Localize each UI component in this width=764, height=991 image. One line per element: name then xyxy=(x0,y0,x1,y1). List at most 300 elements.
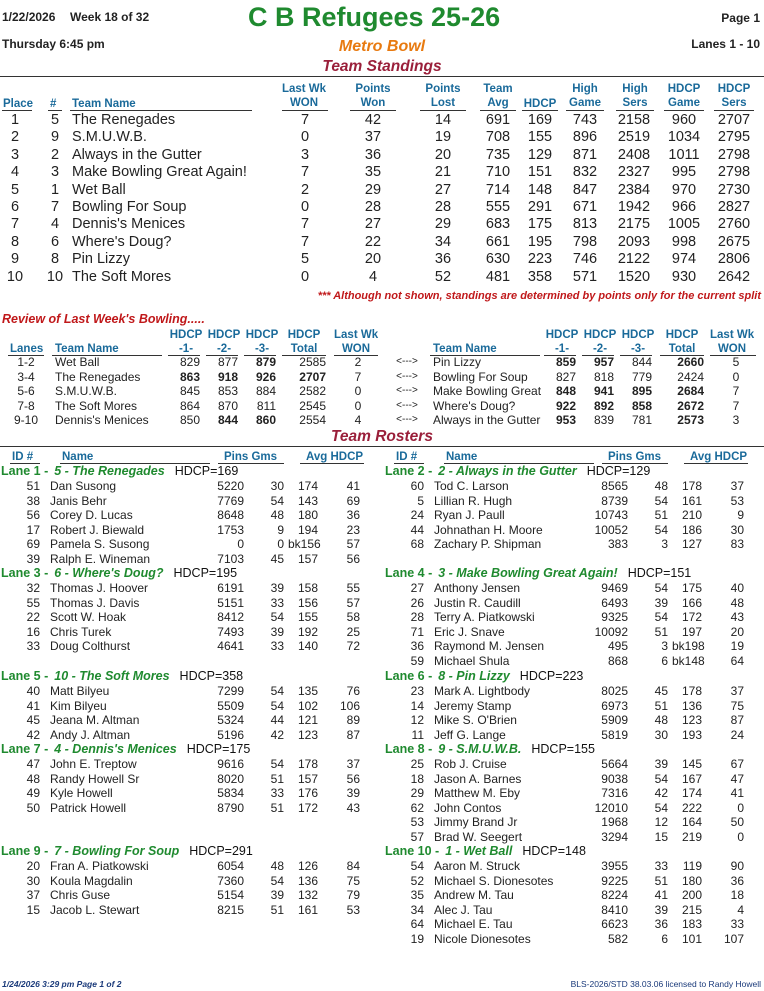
player-name: Corey D. Lucas xyxy=(50,508,133,523)
player-average: 172 xyxy=(681,610,702,625)
review-total-a: 2582 xyxy=(299,384,326,398)
player-pins: 6493 xyxy=(601,595,628,610)
player-average: 219 xyxy=(681,830,702,844)
lane-team-header xyxy=(385,464,650,479)
player-average: 176 xyxy=(297,786,318,801)
lane-team-header xyxy=(1,669,243,684)
hdcp-game: 960 xyxy=(671,112,697,128)
last-week-won: 0 xyxy=(300,129,310,146)
team-number: 1 xyxy=(50,181,60,198)
team-average: 630 xyxy=(485,251,511,268)
standings-row xyxy=(0,199,764,216)
player-id: 22 xyxy=(26,610,40,625)
player-id: 44 xyxy=(410,522,424,537)
player-pins: 8224 xyxy=(601,888,628,903)
player-name: Koula Magdalin xyxy=(50,873,133,888)
rev-col-team-b: Team Name xyxy=(433,343,497,355)
review-lastwk-won-b: 7 xyxy=(732,398,740,413)
footer-license: BLS-2026/STD 38.03.06 licensed to Randy Howell xyxy=(570,979,761,989)
roster-col-id: ID # xyxy=(12,451,34,463)
col-points-lost: Points Lost xyxy=(425,83,461,109)
review-team-a: Dennis's Menices xyxy=(55,413,149,427)
hdcp-series: 2798 xyxy=(717,164,751,181)
team-name: The Renegades xyxy=(72,112,176,128)
ul-pw xyxy=(350,110,396,111)
player-hdcp: 41 xyxy=(346,479,360,493)
player-id: 71 xyxy=(410,624,424,639)
col-lastwk: Last Wk WON xyxy=(281,83,327,109)
points-won: 35 xyxy=(364,164,382,181)
place: 6 xyxy=(10,199,20,215)
player-hdcp: 72 xyxy=(346,639,360,654)
team-average: 714 xyxy=(485,181,511,198)
player-pins: 10092 xyxy=(594,624,628,639)
player-name: Chris Turek xyxy=(50,624,112,639)
roster-player-row xyxy=(384,917,764,932)
roster-player-row xyxy=(384,699,764,714)
player-id: 18 xyxy=(410,771,424,786)
team-hdcp: HDCP=195 xyxy=(173,566,238,580)
player-id: 27 xyxy=(410,581,424,595)
team-hdcp: 151 xyxy=(527,164,553,181)
player-id: 68 xyxy=(410,537,424,552)
player-hdcp: 39 xyxy=(346,786,360,801)
player-pins: 7103 xyxy=(217,552,244,566)
team-label: 7 - Bowling For Soup xyxy=(54,844,180,858)
player-pins: 3294 xyxy=(601,830,628,844)
team-name: The Soft Mores xyxy=(72,268,172,285)
points-won: 20 xyxy=(364,251,382,268)
player-games: 39 xyxy=(654,757,668,771)
player-average: 161 xyxy=(297,902,318,917)
player-average: 178 xyxy=(681,684,702,698)
high-game: 813 xyxy=(572,216,598,233)
hdcp-series: 2730 xyxy=(717,181,751,198)
review-lastwk-won-a: 4 xyxy=(354,413,362,427)
standings-note: *** Although not shown, standings are determined by points only for the current split xyxy=(317,290,761,302)
high-series: 1942 xyxy=(617,199,651,215)
player-pins: 8648 xyxy=(217,508,244,523)
player-name: Fran A. Piatkowski xyxy=(50,859,149,873)
standings-row xyxy=(0,234,764,251)
player-hdcp: 41 xyxy=(730,786,744,801)
roster-player-row xyxy=(384,801,764,816)
rev-col-g3-b-line1: HDCP xyxy=(621,329,655,341)
team-average: 708 xyxy=(485,129,511,146)
points-won: 37 xyxy=(364,129,382,146)
roster-player-row xyxy=(384,888,764,903)
player-hdcp: 0 xyxy=(737,830,744,844)
player-average: 166 xyxy=(681,595,702,610)
hdcp-series: 2760 xyxy=(717,216,751,233)
player-games: 39 xyxy=(654,902,668,917)
player-hdcp: 18 xyxy=(730,888,744,903)
player-games: 9 xyxy=(277,522,284,537)
col-hdcp-sers: HDCP Sers xyxy=(717,83,751,109)
player-name: Jimmy Brand Jr xyxy=(434,815,518,830)
last-week-won: 7 xyxy=(300,216,310,233)
player-name: Raymond M. Jensen xyxy=(434,639,545,654)
player-average: 156 xyxy=(297,595,318,610)
player-hdcp: 69 xyxy=(346,493,360,508)
player-name: John E. Treptow xyxy=(50,757,137,771)
points-lost: 14 xyxy=(434,112,452,128)
player-pins: 9225 xyxy=(601,873,628,888)
ul-lastwk xyxy=(282,110,328,111)
team-average: 735 xyxy=(485,146,511,163)
review-team-b: Where's Doug? xyxy=(433,398,516,413)
team-label: 8 - Pin Lizzy xyxy=(438,669,510,683)
player-id: 64 xyxy=(410,917,424,932)
place: 9 xyxy=(10,251,20,268)
player-name: Zachary P. Shipman xyxy=(434,537,542,552)
rev-col-team: Team Name xyxy=(55,343,119,355)
review-game2-a: 877 xyxy=(217,355,238,369)
review-game1-b: 848 xyxy=(555,384,576,398)
col-hdcp-game: HDCP Game xyxy=(667,83,701,109)
player-id: 49 xyxy=(26,786,40,801)
rev-col-lastwk-a-line2: WON xyxy=(341,343,371,355)
player-games: 45 xyxy=(270,552,284,566)
player-pins: 9325 xyxy=(601,610,628,625)
player-average: bk156 xyxy=(288,537,321,552)
lane-label: Lane 7 - xyxy=(1,742,49,756)
roster-player-row xyxy=(384,903,764,918)
team-average: 661 xyxy=(485,233,511,250)
lane-label: Lane 3 - xyxy=(1,566,49,580)
player-hdcp: 33 xyxy=(730,917,744,932)
team-hdcp: 291 xyxy=(527,199,553,215)
player-hdcp: 89 xyxy=(346,713,360,728)
team-average: 481 xyxy=(485,268,511,285)
place: 5 xyxy=(10,181,20,198)
team-average: 555 xyxy=(485,199,511,215)
player-games: 39 xyxy=(270,624,284,639)
player-average: 180 xyxy=(681,873,702,888)
player-pins: 8739 xyxy=(601,493,628,508)
player-pins: 10052 xyxy=(594,522,628,537)
player-hdcp: 55 xyxy=(346,581,360,595)
player-id: 30 xyxy=(26,873,40,888)
player-name: Brad W. Seegert xyxy=(434,830,523,844)
rev-col-lastwk-b xyxy=(710,328,754,356)
high-series: 2093 xyxy=(617,233,651,250)
rev-col-lastwk-b-line2: WON xyxy=(717,343,747,355)
standings-row xyxy=(0,216,764,233)
rev-col-g2-a xyxy=(206,328,242,356)
player-pins: 5151 xyxy=(217,595,244,610)
player-name: Randy Howell Sr xyxy=(50,771,140,786)
player-games: 39 xyxy=(270,888,284,903)
player-pins: 9469 xyxy=(601,581,628,595)
player-hdcp: 50 xyxy=(730,815,744,830)
standings-title: Team Standings xyxy=(322,58,442,75)
review-team-a: The Renegades xyxy=(55,369,141,384)
player-name: Thomas J. Davis xyxy=(50,595,140,610)
player-pins: 8020 xyxy=(217,771,244,786)
standings-top-rule xyxy=(0,76,764,77)
review-total-b: 2424 xyxy=(677,369,704,384)
lane-team-header xyxy=(1,566,237,581)
player-name: Matt Bilyeu xyxy=(50,684,110,698)
review-game3-a: 860 xyxy=(255,413,276,427)
review-total-a: 2554 xyxy=(299,413,326,427)
player-id: 55 xyxy=(26,595,40,610)
player-id: 50 xyxy=(26,800,40,815)
player-id: 41 xyxy=(26,698,40,713)
hdcp-series: 2707 xyxy=(717,112,751,128)
player-average: 127 xyxy=(681,537,702,552)
rosters-title: Team Rosters xyxy=(331,428,433,445)
player-name: Aaron M. Struck xyxy=(434,859,521,873)
player-pins: 5664 xyxy=(601,757,628,771)
place: 7 xyxy=(10,216,20,233)
review-lastwk-won-a: 7 xyxy=(354,369,362,384)
player-name: Matthew M. Eby xyxy=(434,786,521,801)
review-lastwk-won-a: 0 xyxy=(354,398,362,413)
player-average: 200 xyxy=(681,888,702,903)
review-vs-arrow: <---> xyxy=(396,385,418,396)
venue-name: Metro Bowl xyxy=(338,38,426,55)
player-name: Michael S. Dionesotes xyxy=(434,873,554,888)
roster-player-row xyxy=(384,859,764,874)
player-average: 192 xyxy=(297,624,318,639)
review-game3-a: 884 xyxy=(255,384,276,398)
roster-player-row xyxy=(384,523,764,538)
team-number: 5 xyxy=(50,112,60,128)
player-name: Chris Guse xyxy=(50,888,111,903)
player-games: 51 xyxy=(654,624,668,639)
standings-row xyxy=(0,182,764,199)
player-average: 157 xyxy=(297,771,318,786)
review-game1-a: 845 xyxy=(179,384,200,398)
player-pins: 7769 xyxy=(217,493,244,508)
team-number: 8 xyxy=(50,251,60,268)
points-lost: 19 xyxy=(434,129,452,146)
ul-team xyxy=(70,110,252,111)
roster-player-row xyxy=(0,874,380,889)
player-games: 12 xyxy=(654,815,668,830)
player-pins: 5196 xyxy=(217,727,244,742)
player-games: 39 xyxy=(654,595,668,610)
last-week-won: 0 xyxy=(300,199,310,215)
player-name: Kim Bilyeu xyxy=(50,698,107,713)
review-total-b: 2573 xyxy=(677,413,704,427)
points-lost: 21 xyxy=(434,164,452,181)
player-hdcp: 47 xyxy=(730,771,744,786)
review-lanes: 3-4 xyxy=(17,369,35,384)
player-hdcp: 67 xyxy=(730,757,744,771)
ul-pl xyxy=(420,110,466,111)
player-games: 48 xyxy=(270,859,284,873)
review-game3-a: 879 xyxy=(255,355,276,369)
player-pins: 1753 xyxy=(217,522,244,537)
review-game2-a: 853 xyxy=(217,384,238,398)
points-won: 36 xyxy=(364,146,382,163)
roster-underline xyxy=(684,463,748,464)
review-title: Review of Last Week's Bowling..... xyxy=(2,312,205,326)
player-name: Nicole Dionesotes xyxy=(434,932,531,946)
last-week-won: 7 xyxy=(300,164,310,181)
player-name: Michael Shula xyxy=(434,654,510,668)
review-row xyxy=(0,384,764,399)
hdcp-series: 2795 xyxy=(717,129,751,146)
player-id: 14 xyxy=(410,698,424,713)
rev-col-g3-b xyxy=(620,328,656,356)
player-average: 172 xyxy=(297,800,318,815)
ul-place xyxy=(2,110,32,111)
roster-player-row xyxy=(0,537,380,552)
points-lost: 52 xyxy=(434,268,452,285)
player-id: 40 xyxy=(26,684,40,698)
col-place: Place xyxy=(3,98,34,110)
player-pins: 7316 xyxy=(601,786,628,801)
team-name: Wet Ball xyxy=(72,181,126,198)
player-games: 51 xyxy=(654,873,668,888)
player-id: 34 xyxy=(410,902,424,917)
lane-label: Lane 5 - xyxy=(1,669,49,683)
player-games: 54 xyxy=(270,493,284,508)
player-id: 38 xyxy=(26,493,40,508)
player-games: 6 xyxy=(661,654,668,668)
player-games: 54 xyxy=(270,684,284,698)
col-team-name: Team Name xyxy=(72,98,136,110)
team-number: 10 xyxy=(46,268,64,285)
place: 4 xyxy=(10,164,20,181)
player-name: Pamela S. Susong xyxy=(50,537,150,552)
standings-row xyxy=(0,164,764,181)
player-games: 33 xyxy=(654,859,668,873)
rev-col-g2-b-line1: HDCP xyxy=(583,329,617,341)
place: 3 xyxy=(10,146,20,163)
player-games: 6 xyxy=(661,932,668,946)
player-name: Andy J. Altman xyxy=(50,727,131,742)
review-game2-b: 892 xyxy=(593,398,614,413)
player-name: Jeff G. Lange xyxy=(434,727,506,742)
rev-col-lanes: Lanes xyxy=(10,343,44,355)
roster-player-row xyxy=(384,772,764,787)
player-pins: 5324 xyxy=(217,713,244,728)
high-game: 896 xyxy=(572,129,598,146)
roster-player-row xyxy=(384,830,764,845)
hdcp-game: 970 xyxy=(671,181,697,198)
roster-player-row xyxy=(0,772,380,787)
rev-col-g3-a xyxy=(244,328,280,356)
last-week-won: 7 xyxy=(300,112,310,128)
player-average: 158 xyxy=(297,581,318,595)
rev-col-g3-a-line2: -3- xyxy=(254,343,270,355)
player-id: 11 xyxy=(411,727,424,742)
team-hdcp: HDCP=358 xyxy=(179,669,244,683)
page-label: Page 1 xyxy=(721,11,760,25)
hdcp-game: 1034 xyxy=(667,129,701,146)
standings-row xyxy=(0,112,764,129)
roster-player-row xyxy=(384,537,764,552)
player-pins: 495 xyxy=(607,639,628,654)
player-pins: 6623 xyxy=(601,917,628,932)
player-games: 54 xyxy=(654,522,668,537)
review-game3-b: 781 xyxy=(631,413,652,427)
review-game1-a: 829 xyxy=(179,355,200,369)
player-id: 19 xyxy=(410,932,424,946)
team-label: 9 - S.M.U.W.B. xyxy=(438,742,522,756)
player-hdcp: 25 xyxy=(346,624,360,639)
high-game: 798 xyxy=(572,233,598,250)
player-average: 178 xyxy=(297,757,318,771)
review-lastwk-won-a: 2 xyxy=(354,355,362,369)
player-average: 145 xyxy=(681,757,702,771)
review-total-b: 2660 xyxy=(677,355,704,369)
team-number: 7 xyxy=(50,199,60,215)
player-id: 51 xyxy=(26,479,40,493)
lane-label: Lane 4 - xyxy=(385,566,433,580)
team-hdcp: 175 xyxy=(527,216,553,233)
player-games: 51 xyxy=(654,508,668,523)
player-hdcp: 79 xyxy=(346,888,360,903)
player-average: 161 xyxy=(681,493,702,508)
roster-player-row xyxy=(384,932,764,947)
team-average: 683 xyxy=(485,216,511,233)
player-id: 36 xyxy=(410,639,424,654)
roster-player-row xyxy=(0,479,380,494)
points-won: 27 xyxy=(364,216,382,233)
player-pins: 6973 xyxy=(601,698,628,713)
hdcp-series: 2675 xyxy=(717,233,751,250)
lane-team-header xyxy=(1,742,250,757)
player-hdcp: 75 xyxy=(730,698,744,713)
player-hdcp: 57 xyxy=(346,537,360,552)
player-pins: 10743 xyxy=(594,508,628,523)
team-label: 5 - The Renegades xyxy=(54,464,165,478)
team-name: Where's Doug? xyxy=(72,233,172,250)
roster-player-row xyxy=(384,728,764,743)
rev-col-g3-a-line1: HDCP xyxy=(245,329,279,341)
review-vs-arrow: <---> xyxy=(396,370,418,382)
ul-num xyxy=(48,110,62,111)
review-lastwk-won-b: 0 xyxy=(732,369,740,384)
team-name: Dennis's Menices xyxy=(72,216,186,233)
standings-row xyxy=(0,269,764,286)
player-average: 121 xyxy=(297,713,318,728)
roster-col-avg-hdcp: Avg HDCP xyxy=(306,451,364,463)
player-name: Scott W. Hoak xyxy=(50,610,127,625)
team-label: 1 - Wet Ball xyxy=(445,844,513,858)
player-average: 215 xyxy=(681,902,702,917)
player-average: 186 xyxy=(681,522,702,537)
player-pins: 5509 xyxy=(217,698,244,713)
hdcp-game: 1005 xyxy=(667,216,701,233)
player-id: 60 xyxy=(410,479,424,493)
player-games: 54 xyxy=(270,698,284,713)
team-hdcp: HDCP=175 xyxy=(186,742,251,756)
player-name: Anthony Jensen xyxy=(434,581,521,595)
player-name: Patrick Howell xyxy=(50,800,127,815)
player-pins: 868 xyxy=(607,654,628,668)
hdcp-game: 995 xyxy=(671,164,697,181)
player-average: 178 xyxy=(681,479,702,493)
player-hdcp: 40 xyxy=(730,581,744,595)
player-name: Kyle Howell xyxy=(50,786,113,801)
roster-player-row xyxy=(0,903,380,918)
review-game2-a: 918 xyxy=(217,369,238,384)
ul-hg xyxy=(566,110,604,111)
player-games: 33 xyxy=(270,786,284,801)
lane-label: Lane 9 - xyxy=(1,844,49,858)
review-game3-b: 779 xyxy=(631,369,652,384)
player-hdcp: 53 xyxy=(346,902,360,917)
rev-col-g1-b-line2: -1- xyxy=(554,343,570,355)
rev-col-lastwk-a xyxy=(334,328,378,356)
